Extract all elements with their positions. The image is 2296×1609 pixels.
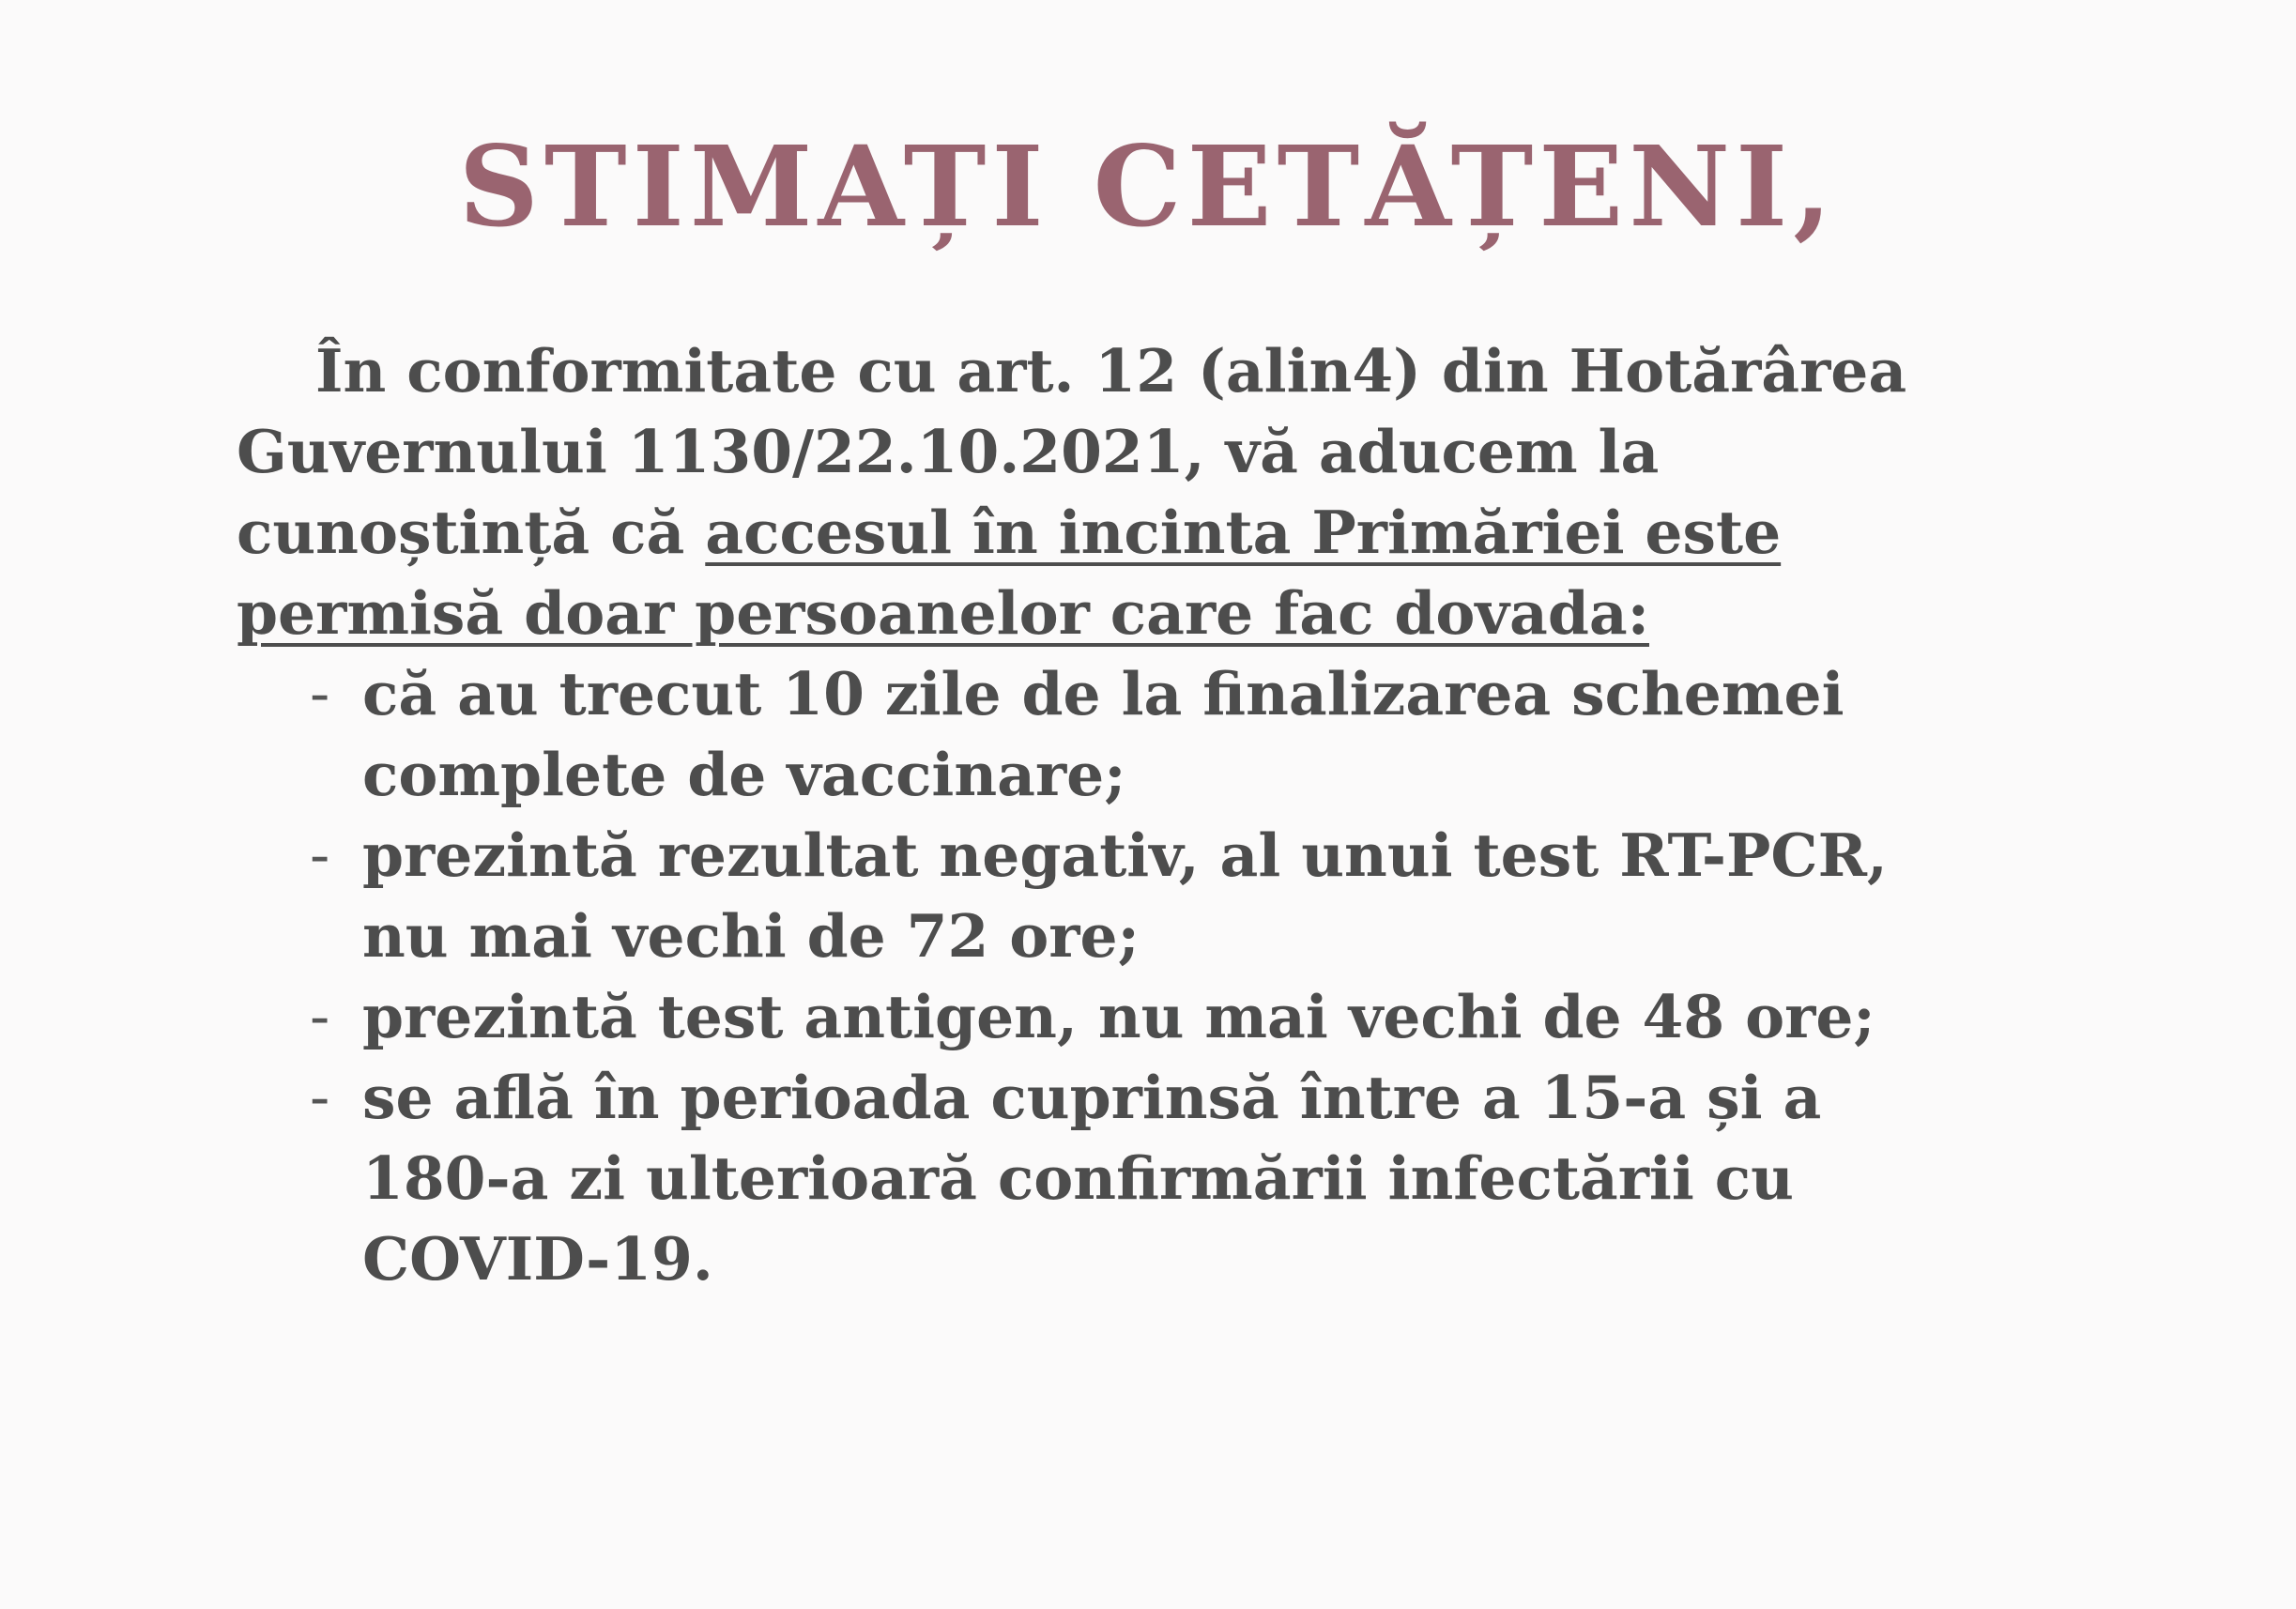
list-dash: - (310, 820, 330, 889)
list-dash: - (310, 982, 330, 1050)
condition-line: că au trecut 10 zile de la finalizarea schemei (362, 659, 1844, 728)
intro-paragraph (237, 330, 2095, 653)
intro-line-1: În conformitate cu art. 12 (alin4) din Hotărârea (315, 336, 1907, 406)
condition-line: COVID-19. (362, 1224, 713, 1294)
condition-line: prezintă rezultat negativ, al unui test RT-PCR, (362, 820, 1888, 890)
intro-line-3-text: cunoștință că (237, 498, 706, 567)
intro-line-4 (237, 573, 2095, 653)
intro-line-3 (237, 492, 2095, 573)
condition-item-recovery (310, 1057, 2093, 1299)
condition-line: nu mai vechi de 72 ore; (362, 901, 1140, 971)
condition-line: prezintă test antigen, nu mai vechi de 48 ore; (362, 982, 1875, 1051)
condition-line: 180-a zi ulterioară confirmării infectării cu (362, 1143, 1794, 1213)
notice-title: STIMAȚI CETĂȚENI, (458, 121, 1838, 252)
condition-item-vaccination (310, 653, 2093, 815)
intro-line-2: Guvernului 1130/22.10.2021, vă aducem la (237, 417, 1660, 486)
condition-line: se află în perioada cuprinsă între a 15-a și a (362, 1063, 1822, 1132)
list-dash: - (310, 659, 330, 728)
conditions-list (310, 653, 2093, 1299)
condition-line: complete de vaccinare; (362, 740, 1126, 809)
access-condition-underlined-1: accesul în incinta Primăriei este (705, 498, 1782, 567)
list-dash: - (310, 1063, 330, 1131)
access-condition-underlined-2: permisă doar persoanelor care fac dovada: (237, 578, 1649, 648)
condition-item-rt-pcr-test (310, 815, 2093, 976)
condition-item-antigen-test (310, 976, 2093, 1057)
